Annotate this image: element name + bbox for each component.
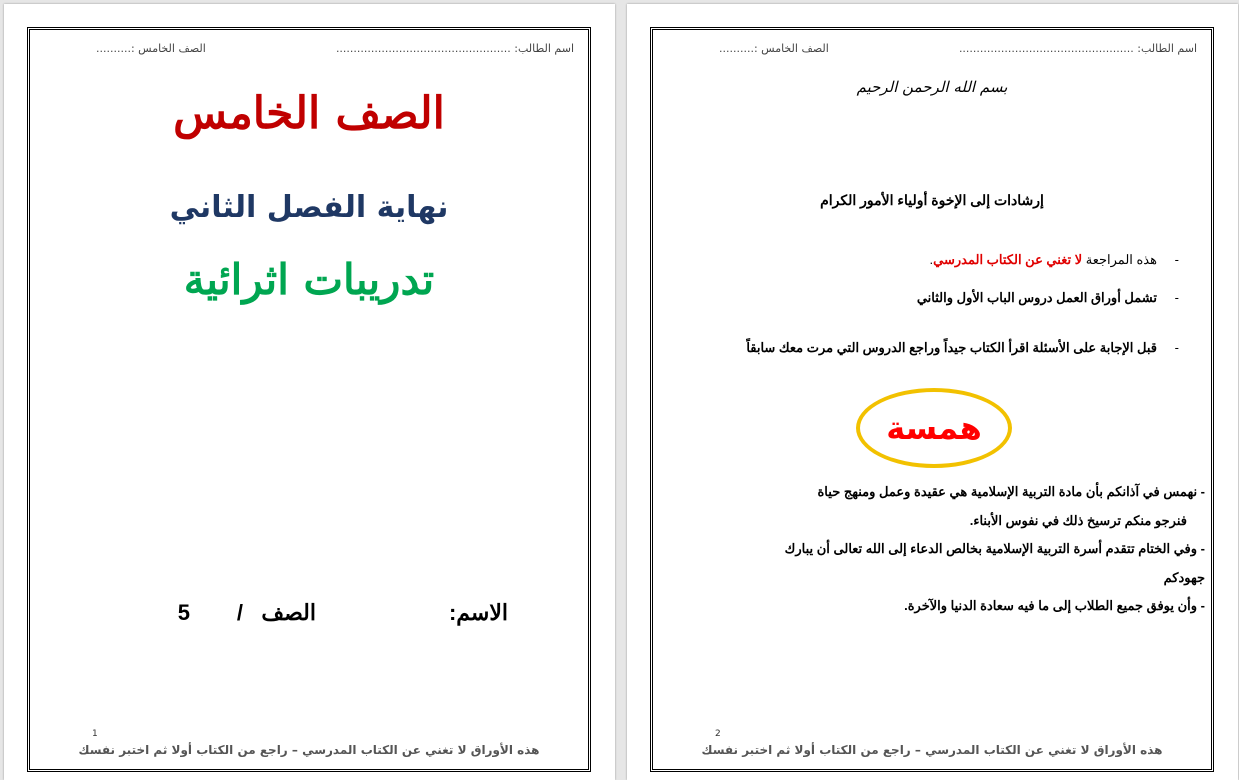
term-subtitle: نهاية الفصل الثاني — [169, 190, 449, 225]
whisper-line: فنرجو منكم ترسيخ ذلك في نفوس الأبناء. — [969, 512, 1187, 528]
page-footer: هذه الأوراق لا تغني عن الكتاب المدرسي – راجع من الكتاب أولا ثم اختبر نفسك — [701, 743, 1163, 757]
page-number: 2 — [715, 729, 721, 739]
whisper-paragraph — [685, 478, 1205, 621]
class-header: الصف الخامس :.......... — [719, 42, 829, 55]
grade-title: الصف الخامس — [173, 88, 445, 139]
student-name-header: اسم الطالب: .................................................. — [335, 42, 574, 55]
advice-list — [709, 252, 1179, 357]
bullet3-text: قبل الإجابة على الأسئلة اقرأ الكتاب جيداً وراجع الدروس التي مرت معك سابقاً — [746, 340, 1157, 355]
page-border — [27, 27, 591, 772]
advice-title: إرشادات إلى الإخوة أولياء الأمور الكرام — [820, 192, 1044, 208]
class-number: 5 — [177, 600, 190, 625]
list-item — [709, 252, 1179, 268]
bullet1-text: هذه المراجعة — [1082, 252, 1157, 267]
bullet2-text: تشمل أوراق العمل دروس الباب الأول والثاني — [916, 290, 1157, 305]
class-slash: / — [236, 600, 243, 625]
name-class-row — [30, 600, 588, 630]
page-number: 1 — [92, 729, 98, 739]
whisper-line: - وفي الختام تتقدم أسرة التربية الإسلامية بخالص الدعاء إلى الله تعالى أن يبارك — [784, 541, 1205, 556]
student-name-header: اسم الطالب: .................................................. — [958, 42, 1197, 55]
class-header: الصف الخامس :.......... — [96, 42, 206, 55]
whisper-line: - وأن يوفق جميع الطلاب إلى ما فيه سعادة الدنيا والآخرة. — [904, 598, 1205, 613]
page-border — [650, 27, 1214, 772]
bullet1-highlight: لا تغني عن الكتاب المدرسي — [933, 252, 1083, 267]
basmala: بسم الله الرحمن الرحيم — [856, 78, 1008, 96]
hamsa-title: همسة — [886, 409, 982, 447]
page-footer: هذه الأوراق لا تغني عن الكتاب المدرسي – راجع من الكتاب أولا ثم اختبر نفسك — [78, 743, 540, 757]
name-label: الاسم: — [448, 600, 508, 625]
page-2 — [627, 4, 1238, 780]
class-label: الصف — [261, 600, 316, 625]
hamsa-ellipse — [856, 388, 1012, 468]
whisper-line: - نهمس في آذانكم بأن مادة التربية الإسلامية هي عقيدة وعمل ومنهج حياة — [817, 484, 1205, 499]
list-item — [709, 338, 1179, 357]
page-1 — [4, 4, 615, 780]
bullet1-suffix: . — [929, 252, 934, 267]
enrichment-title: تدريبات اثرائية — [183, 255, 435, 304]
whisper-line: جهودكم — [1163, 569, 1205, 585]
list-item — [709, 290, 1179, 306]
